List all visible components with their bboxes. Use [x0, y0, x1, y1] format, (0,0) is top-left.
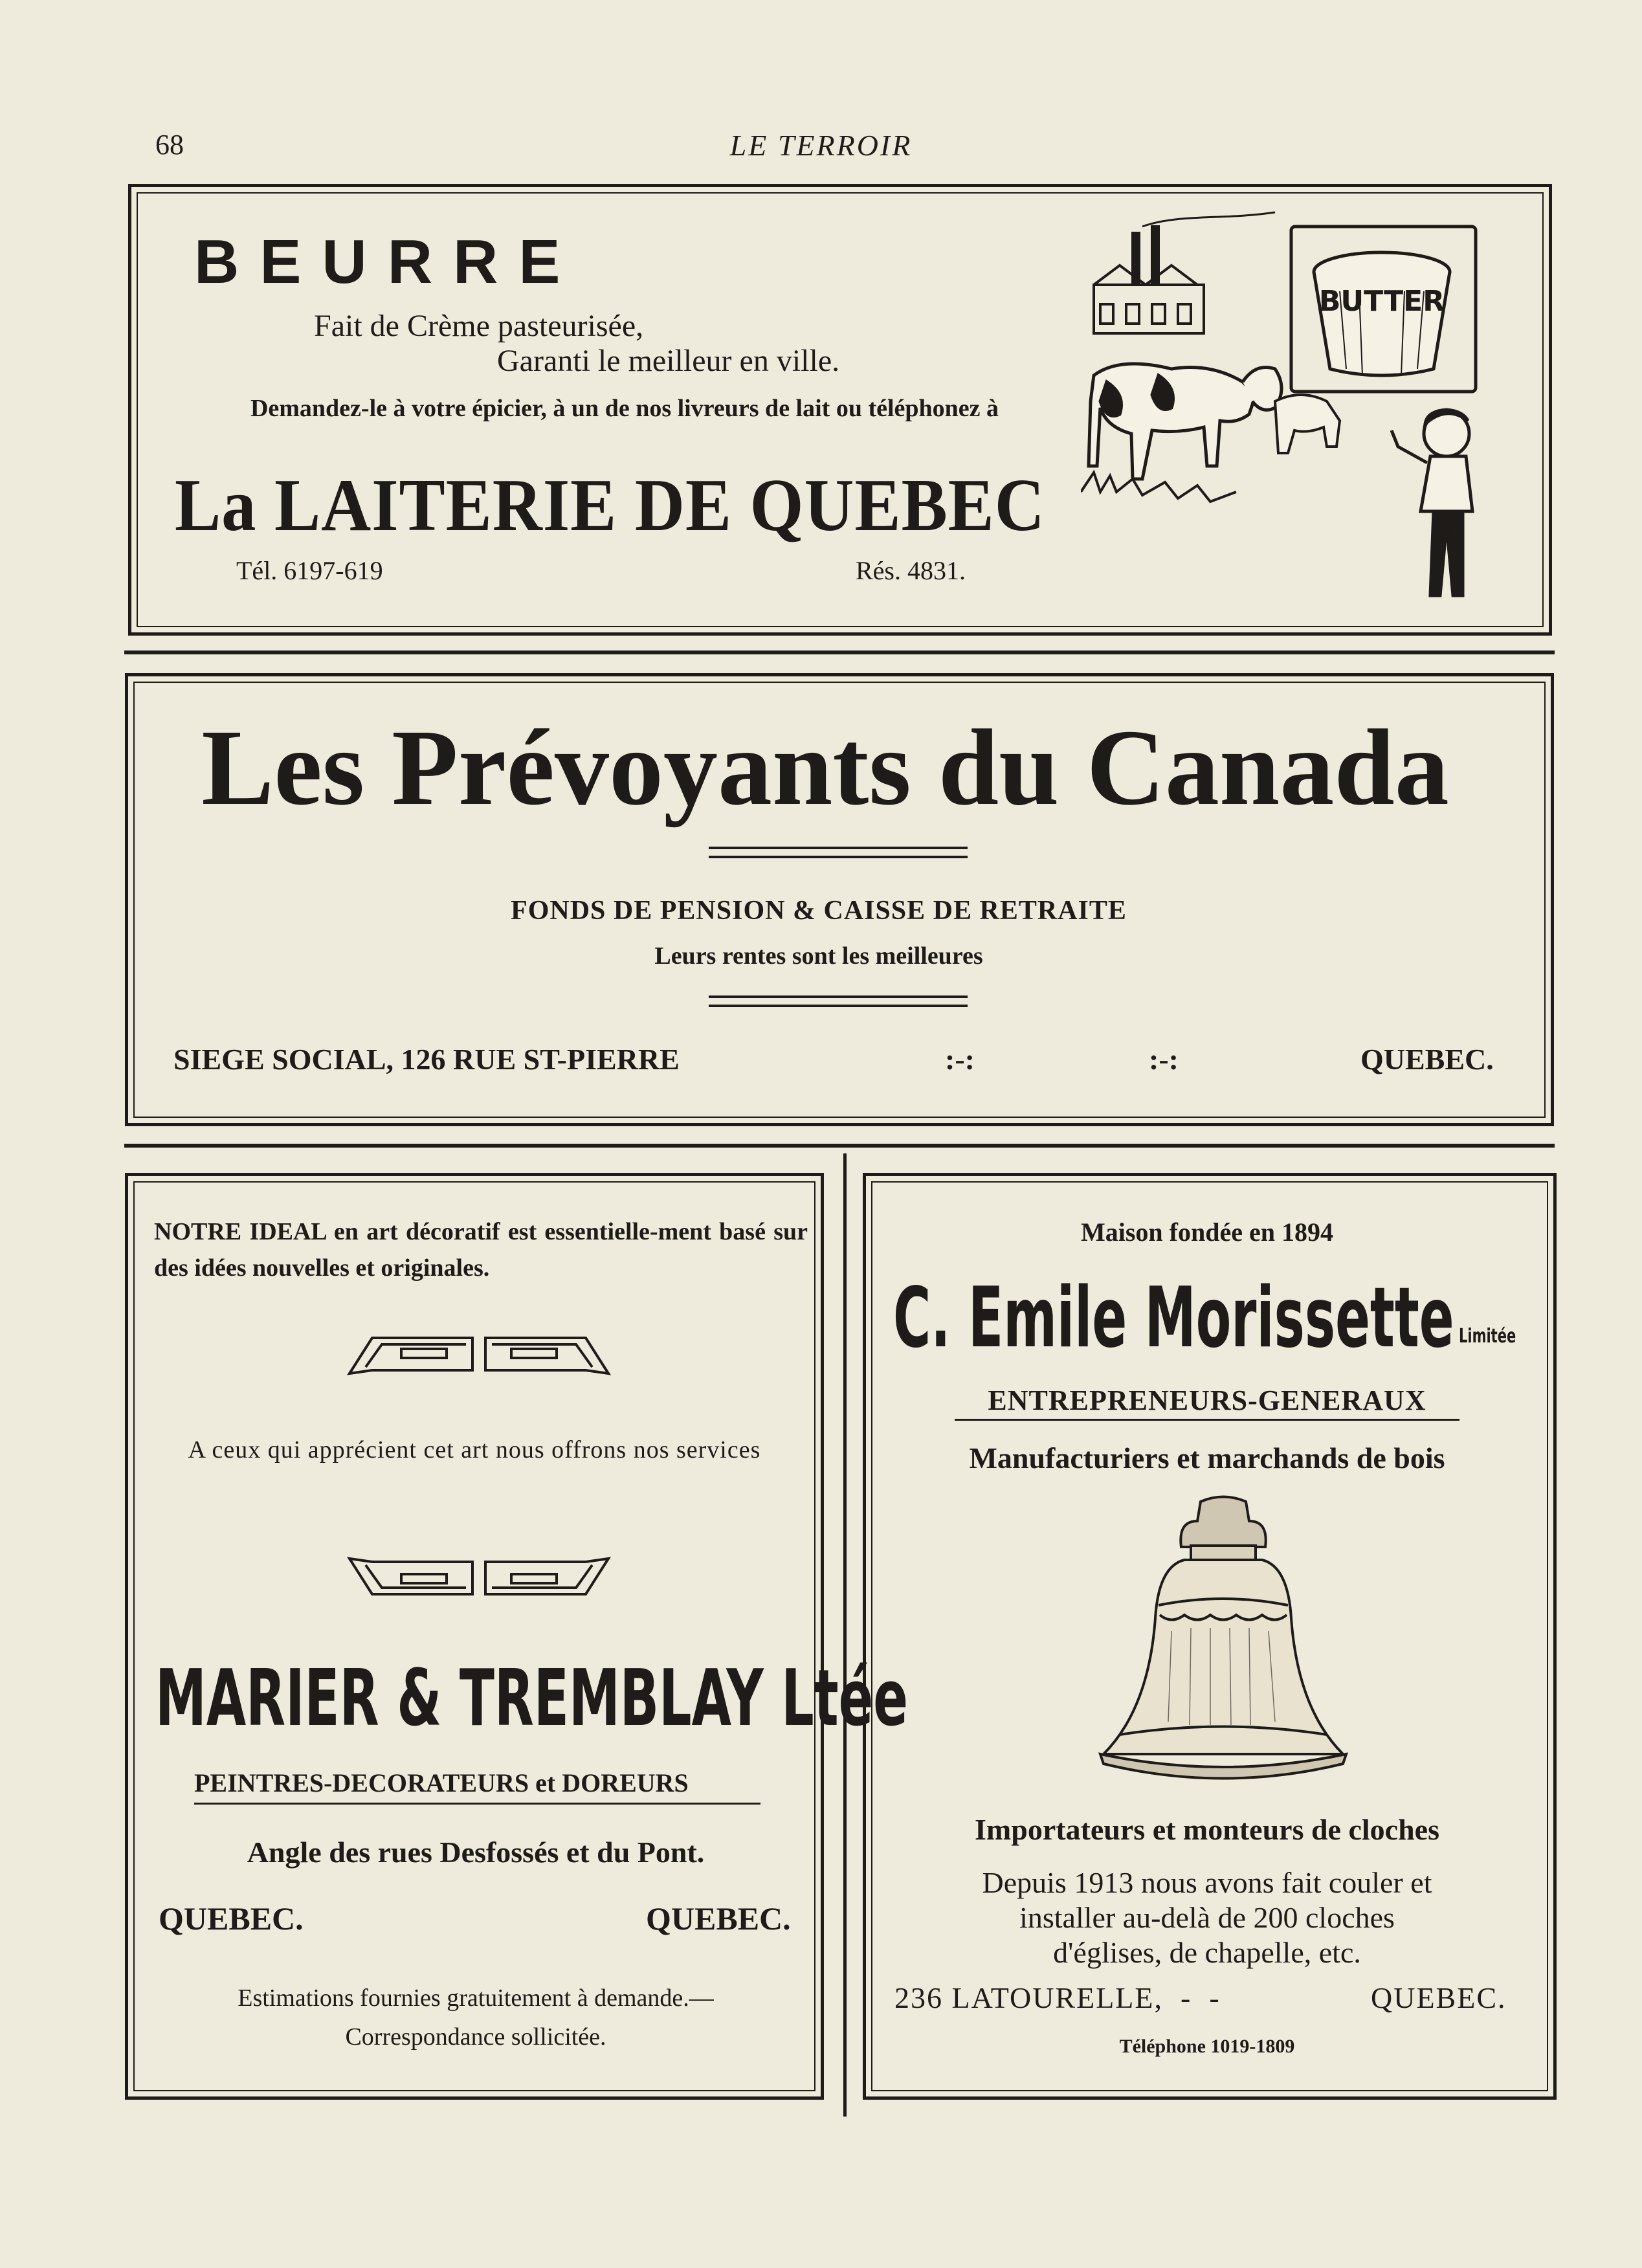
prevoyants-tagline: Leurs rentes sont les meilleures	[654, 942, 983, 970]
morissette-phone: Téléphone 1019-1809	[1119, 2036, 1295, 2057]
marier-intro: NOTRE IDEAL en art décoratif est essentielle-ment basé sur des idées nouvelles et originales.	[154, 1218, 808, 1282]
morissette-history-line-3: d'églises, de chapelle, etc.	[1053, 1936, 1361, 1969]
beurre-title: BEURRE	[194, 227, 581, 296]
morissette-address: 236 LATOURELLE, - -	[894, 1981, 1221, 2014]
morissette-bells: Importateurs et monteurs de cloches	[975, 1813, 1439, 1846]
marier-company-name: MARIER & TREMBLAY Ltée	[155, 1654, 909, 1744]
page-number: 68	[155, 129, 184, 161]
prevoyants-address: SIEGE SOCIAL, 126 RUE ST-PIERRE	[173, 1043, 680, 1076]
dairy-farm-illustration	[1081, 207, 1489, 621]
morissette-city: QUEBEC.	[1371, 1981, 1507, 2014]
morissette-company-name: C. Emile Morissette	[893, 1270, 1454, 1366]
laiterie-name: La LAITERIE DE QUEBEC	[175, 464, 1045, 547]
prevoyants-separator-1: :-:	[945, 1043, 975, 1076]
morissette-trade: ENTREPRENEURS-GENERAUX	[988, 1384, 1426, 1416]
laiterie-telephone: Tél. 6197-619	[236, 556, 383, 585]
morissette-history	[867, 1865, 1547, 1970]
art-deco-ornament-bottom	[346, 1552, 612, 1604]
marier-estimates: Estimations fournies gratuitement à demande.—	[238, 1984, 714, 2012]
art-deco-ornament-top	[346, 1328, 612, 1380]
butter-label: BUTTER	[1318, 285, 1445, 318]
morissette-wood: Manufacturiers et marchands de bois	[969, 1441, 1445, 1474]
beurre-call-to-action: Demandez-le à votre épicier, à un de nos livreurs de lait ou téléphonez à	[250, 395, 999, 422]
prevoyants-title: Les Prévoyants du Canada	[201, 707, 1449, 828]
marier-trade: PEINTRES-DECORATEURS et DOREURS	[194, 1768, 689, 1797]
column-divider	[843, 1153, 847, 2117]
prevoyants-double-rule-top	[709, 847, 968, 849]
morissette-history-line-1: Depuis 1913 nous avons fait couler et	[982, 1866, 1432, 1899]
prevoyants-subtitle: FONDS DE PENSION & CAISSE DE RETRAITE	[511, 896, 1127, 926]
prevoyants-separator-2: :-:	[1149, 1043, 1179, 1076]
prevoyants-city: QUEBEC.	[1360, 1043, 1494, 1076]
marier-offer: A ceux qui apprécient cet art nous offrons nos services	[188, 1436, 761, 1463]
morissette-history-line-2: installer au-delà de 200 cloches	[1019, 1901, 1395, 1934]
marier-city-right: QUEBEC.	[646, 1900, 791, 1937]
morissette-founded: Maison fondée en 1894	[1081, 1217, 1333, 1247]
marier-city-left: QUEBEC.	[159, 1900, 304, 1937]
running-title: LE TERROIR	[729, 129, 913, 162]
beurre-line-2: Garanti le meilleur en ville.	[497, 344, 840, 378]
morissette-suffix: Limitée	[1459, 1325, 1516, 1348]
marier-address: Angle des rues Desfossés et du Pont.	[247, 1836, 705, 1869]
church-bell-illustration	[1087, 1495, 1359, 1799]
marier-correspondence: Correspondance sollicitée.	[345, 2023, 606, 2051]
prevoyants-double-rule-bottom	[709, 995, 968, 998]
laiterie-residence: Rés. 4831.	[856, 556, 966, 585]
beurre-line-1: Fait de Crème pasteurisée,	[314, 309, 644, 343]
marier-ad-box	[125, 1173, 824, 2100]
